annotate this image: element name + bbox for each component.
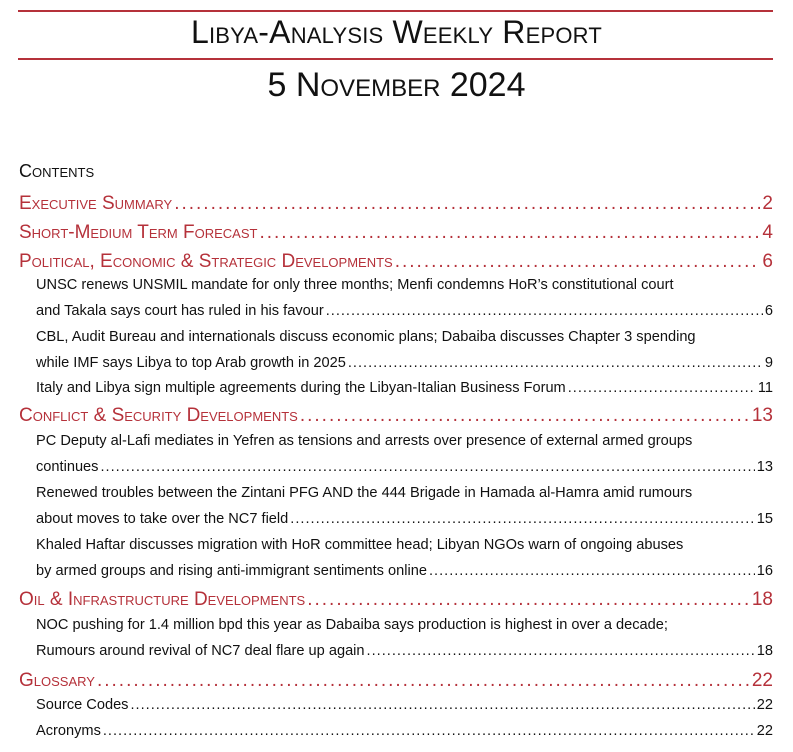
toc-subentry-title: Acronyms [36,723,101,739]
toc-page-number: 16 [756,563,773,579]
toc-page-number: 18 [756,643,773,659]
toc-subentry-title: by armed groups and rising anti-immigrant sentiments online [36,563,427,579]
leader-dots [130,697,754,713]
toc-subentry-acronyms[interactable] [36,723,773,743]
toc-page-number: 22 [756,723,773,739]
toc-subentry-source-codes[interactable] [36,697,773,717]
toc-conflict[interactable] [19,405,773,429]
toc-subentry-line[interactable]: PC Deputy al-Lafi mediates in Yefren as tensions and arrests over presence of external armed groups [36,433,693,449]
toc-entry-title: Conflict & Security Developments [19,405,298,426]
leader-dots [174,193,760,215]
toc-entry-title: Political, Economic & Strategic Developments [19,251,393,272]
toc-subentry-line[interactable]: Khaled Haftar discusses migration with HoR committee head; Libyan NGOs warn of ongoing abuses [36,537,684,553]
middle-rule [18,58,773,60]
toc-subentry-line[interactable]: Renewed troubles between the Zintani PFG AND the 444 Brigade in Hamada al-Hamra amid rumours [36,485,693,501]
toc-forecast[interactable] [19,222,773,246]
leader-dots [367,643,755,659]
toc-page-number: 13 [751,405,773,426]
toc-page-number: 22 [756,697,773,713]
toc-glossary[interactable] [19,670,773,694]
leader-dots [290,511,754,527]
toc-subentry[interactable] [36,563,773,583]
toc-page-number: 18 [751,589,773,610]
top-rule [18,10,773,12]
toc-subentry-line[interactable]: CBL, Audit Bureau and internationals discuss economic plans; Dabaiba discusses Chapter 3 spending [36,329,696,345]
toc-subentry[interactable] [36,511,773,531]
toc-page-number: 15 [756,511,773,527]
report-date: 5 November 2024 [267,66,526,104]
toc-entry-title: Executive Summary [19,193,173,214]
toc-entry-title: Oil & Infrastructure Developments [19,589,306,610]
leader-dots [100,459,754,475]
toc-executive-summary[interactable] [19,193,773,217]
toc-subentry-line[interactable]: UNSC renews UNSMIL mandate for only three months; Menfi condemns HoR’s constitutional court [36,277,674,293]
leader-dots [97,670,750,692]
toc-entry-title: Short-Medium Term Forecast [19,222,258,243]
toc-page-number: 2 [762,193,773,214]
toc-subentry[interactable] [36,380,773,400]
toc-subentry-title: Source Codes [36,697,129,713]
toc-subentry[interactable] [36,355,773,375]
toc-political[interactable] [19,251,773,275]
toc-page-number: 4 [762,222,773,243]
contents-heading: Contents [19,161,95,181]
toc-subentry-title: Rumours around revival of NC7 deal flare up again [36,643,365,659]
leader-dots [307,589,750,611]
toc-page-number: 11 [757,380,773,396]
leader-dots [259,222,760,244]
toc-subentry-title: about moves to take over the NC7 field [36,511,289,527]
toc-subentry[interactable] [36,643,773,663]
toc-subentry-title: while IMF says Libya to top Arab growth in 2025 [36,355,346,371]
leader-dots [326,303,763,319]
toc-page-number: 9 [764,355,773,371]
toc-subentry-title: continues [36,459,99,475]
toc-subentry-line[interactable]: NOC pushing for 1.4 million bpd this year as Dabaiba says production is highest in over a decade; [36,617,668,633]
toc-subentry[interactable] [36,303,773,323]
toc-entry-title: Glossary [19,670,95,691]
toc-page-number: 22 [751,670,773,691]
toc-page-number: 13 [756,459,773,475]
toc-subentry-title: and Takala says court has ruled in his favour [36,303,324,319]
toc-page-number: 6 [762,251,773,272]
toc-oil[interactable] [19,589,773,613]
leader-dots [429,563,755,579]
leader-dots [568,380,756,396]
toc-subentry[interactable] [36,459,773,479]
leader-dots [300,405,750,427]
leader-dots [395,251,761,273]
toc-subentry-title: Italy and Libya sign multiple agreements during the Libyan-Italian Business Forum [36,380,566,396]
leader-dots [348,355,763,371]
toc-page-number: 6 [764,303,773,319]
report-title: Libya-Analysis Weekly Report [191,14,602,50]
leader-dots [103,723,755,739]
